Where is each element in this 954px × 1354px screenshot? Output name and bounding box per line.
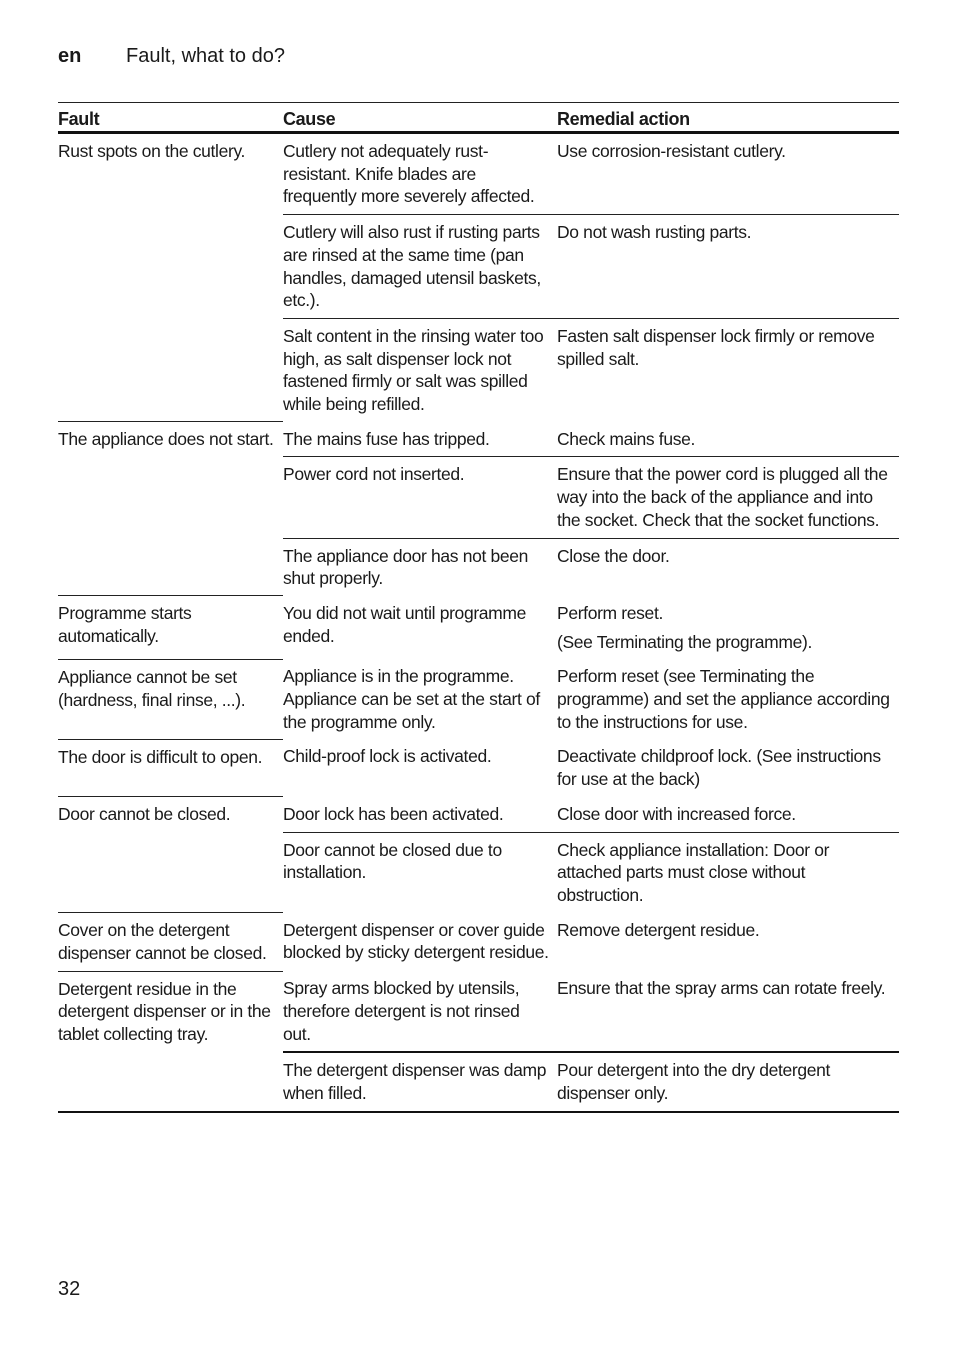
action-cell — [557, 457, 899, 538]
action-cell — [557, 133, 899, 215]
table-row — [58, 913, 899, 971]
fault-cell: Detergent residue in the detergent dispenser or in the tablet collecting tray. — [58, 971, 283, 1112]
cause-cell: Appliance is in the programme. Appliance can be set at the start of the programme only. — [283, 666, 540, 732]
action-text: Close the door. — [557, 545, 670, 566]
action-text: Check appliance installation: Door or attached parts must close without obstruction. — [557, 839, 830, 905]
page-title: Fault, what to do? — [126, 45, 285, 67]
action-cell — [557, 538, 899, 596]
page-header — [58, 45, 285, 68]
page-number: 32 — [58, 1278, 81, 1300]
cause-cell: You did not wait until programme ended. — [283, 602, 527, 646]
cause-cell: Door cannot be closed due to installation. — [283, 839, 502, 883]
table-row — [58, 422, 899, 457]
cause-cell: Cutlery will also rust if rusting parts are rinsed at the same time (pan handles, damaged utensil baskets, etc.). — [283, 215, 557, 319]
column-header-fault: Fault — [58, 103, 283, 133]
table-row — [58, 971, 899, 1052]
table-row — [58, 797, 899, 832]
action-cell — [557, 659, 899, 739]
cause-cell: The appliance door has not been shut properly. — [283, 545, 529, 589]
action-text: Do not wash rusting parts. — [557, 222, 752, 243]
action-cell — [557, 422, 899, 457]
cause-cell: Salt content in the rinsing water too high, as salt dispenser lock not fastened firmly or salt was spilled while being refilled. — [283, 325, 544, 415]
action-cell — [557, 318, 899, 421]
action-text: Deactivate childproof lock. (See instructions for use at the back) — [557, 746, 881, 790]
fault-cell: The door is difficult to open. — [58, 739, 283, 796]
cause-cell: Power cord not inserted. — [283, 457, 557, 538]
column-header-action: Remedial action — [557, 103, 899, 133]
table-row — [58, 596, 899, 659]
table-header-row — [58, 103, 899, 133]
action-text: Perform reset (see Terminating the programme) and set the appliance according to the instructions for use. — [557, 666, 890, 732]
action-text: Pour detergent into the dry detergent dispenser only. — [557, 1060, 831, 1103]
action-text: Remove detergent residue. — [557, 919, 760, 940]
action-cell — [557, 913, 899, 971]
cause-cell: Door lock has been activated. — [283, 797, 557, 832]
cause-cell: The mains fuse has tripped. — [283, 422, 557, 457]
table-row — [58, 133, 899, 215]
fault-cell: Door cannot be closed. — [58, 797, 283, 913]
fault-cell: Cover on the detergent dispenser cannot be closed. — [58, 913, 283, 971]
column-header-cause: Cause — [283, 103, 557, 133]
cause-cell: Child-proof lock is activated. — [283, 746, 492, 767]
cause-cell: Spray arms blocked by utensils, therefore detergent is not rinsed out. — [283, 971, 557, 1052]
action-cell — [557, 596, 899, 659]
table-row — [58, 739, 899, 796]
fault-table-body — [58, 133, 899, 1112]
cause-cell: Cutlery not adequately rust-resistant. Knife blades are frequently more severely affected. — [283, 133, 557, 215]
fault-cell: The appliance does not start. — [58, 422, 283, 596]
action-text: Ensure that the spray arms can rotate freely. — [557, 978, 886, 999]
action-note: (See Terminating the programme). — [557, 631, 812, 652]
action-text: Fasten salt dispenser lock firmly or remove spilled salt. — [557, 325, 875, 369]
fault-cell: Appliance cannot be set (hardness, final rinse, ...). — [58, 659, 283, 739]
fault-cell: Rust spots on the cutlery. — [58, 133, 283, 422]
action-cell — [557, 832, 899, 913]
language-label: en — [58, 45, 82, 67]
action-text: Check mains fuse. — [557, 428, 695, 449]
fault-cell: Programme starts automatically. — [58, 596, 283, 659]
action-text: Use corrosion-resistant cutlery. — [557, 141, 786, 161]
action-text: Perform reset. — [557, 602, 663, 623]
action-cell — [557, 215, 899, 319]
action-cell — [557, 1052, 899, 1111]
table-row — [58, 659, 899, 739]
cause-cell: The detergent dispenser was damp when filled. — [283, 1052, 557, 1111]
action-text: Close door with increased force. — [557, 803, 796, 824]
action-text: Ensure that the power cord is plugged all the way into the back of the appliance and into the socket. Check that the socket functions. — [557, 464, 888, 530]
cause-cell: Detergent dispenser or cover guide blocked by sticky detergent residue. — [283, 919, 549, 963]
action-cell — [557, 739, 899, 796]
action-cell — [557, 971, 899, 1052]
action-cell — [557, 797, 899, 832]
fault-table — [58, 102, 899, 1113]
